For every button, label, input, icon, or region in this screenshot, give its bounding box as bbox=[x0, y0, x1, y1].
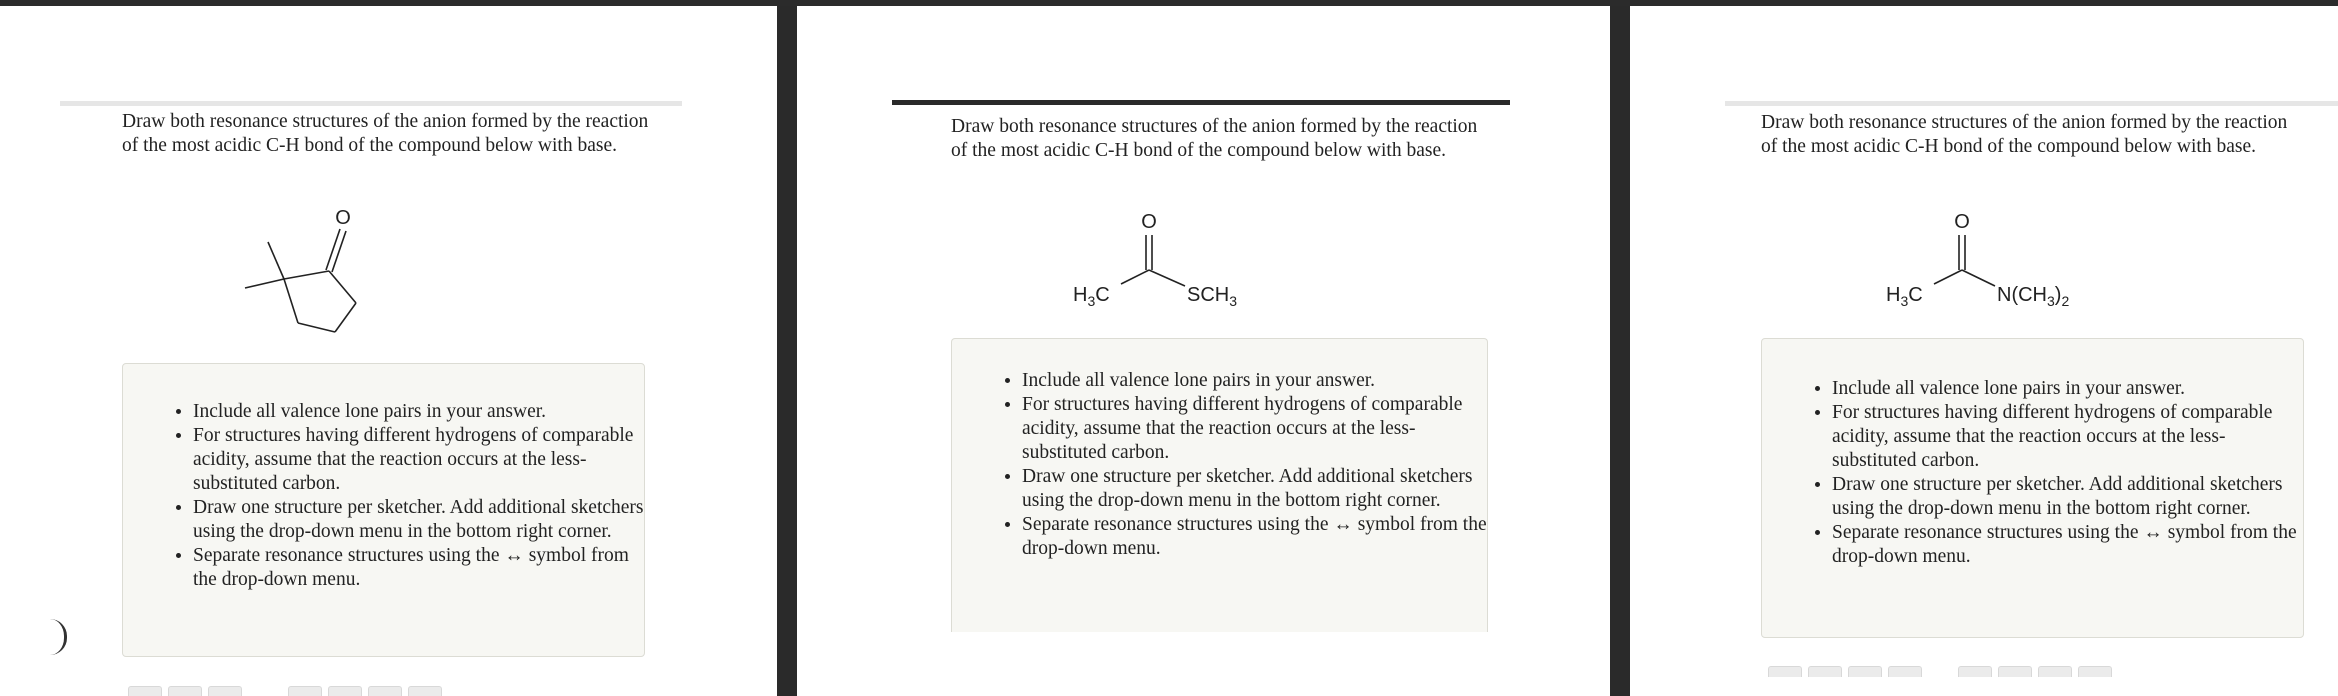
instruction-item: • Separate resonance structures using the ↔ symbol from the drop-down menu. bbox=[1022, 513, 1487, 561]
instruction-item: • Include all valence lone pairs in your answer. bbox=[1832, 377, 2303, 401]
toolbar-button[interactable] bbox=[1768, 666, 1802, 677]
toolbar-button[interactable] bbox=[1998, 666, 2032, 677]
instruction-item: • Separate resonance structures using the ↔ symbol from the drop-down menu. bbox=[193, 544, 644, 592]
panel-top-rule bbox=[1725, 101, 2338, 106]
instruction-item: • Draw one structure per sketcher. Add additional sketchers using the drop-down menu in the bottom right corner. bbox=[1022, 465, 1487, 513]
toolbar-button[interactable] bbox=[1888, 666, 1922, 677]
dimethylamino-label: $N(CH_3)_2$ bbox=[1997, 284, 2070, 309]
sketcher-toolbar[interactable] bbox=[128, 686, 442, 696]
question-panel-1 bbox=[0, 6, 777, 696]
instructions-list bbox=[952, 369, 1487, 561]
panel-top-rule bbox=[60, 101, 682, 106]
instruction-item: • Include all valence lone pairs in your answer. bbox=[1022, 369, 1487, 393]
oxygen-label: O bbox=[335, 207, 351, 229]
instructions-box bbox=[1761, 338, 2304, 638]
toolbar-button[interactable] bbox=[288, 686, 322, 696]
thiomethyl-label: $SCH_3$ bbox=[1187, 284, 1238, 309]
methyl-label: $H_3C$ bbox=[1886, 284, 1923, 309]
question-text: Draw both resonance structures of the anion formed by the reaction of the most acidic C-H bond of the compound below with base. bbox=[951, 116, 1478, 161]
instruction-item: • For structures having different hydrogens of comparable acidity, assume that the reaction occurs at the less-substituted carbon. bbox=[1832, 401, 2303, 473]
collapse-handle[interactable] bbox=[50, 619, 67, 655]
instructions-box bbox=[951, 338, 1488, 632]
instructions-box bbox=[122, 363, 645, 657]
toolbar-button[interactable] bbox=[128, 686, 162, 696]
toolbar-button[interactable] bbox=[1808, 666, 1842, 677]
question-text: Draw both resonance structures of the anion formed by the reaction of the most acidic C-H bond of the compound below with base. bbox=[1761, 112, 2288, 157]
question-panel-2 bbox=[797, 6, 1610, 696]
instruction-item: • Separate resonance structures using the ↔ symbol from the drop-down menu. bbox=[1832, 521, 2303, 569]
toolbar-button[interactable] bbox=[168, 686, 202, 696]
toolbar-button[interactable] bbox=[368, 686, 402, 696]
question-text: Draw both resonance structures of the anion formed by the reaction of the most acidic C-H bond of the compound below with base. bbox=[122, 111, 649, 156]
toolbar-button[interactable] bbox=[328, 686, 362, 696]
molecule-n-n-dimethylacetamide bbox=[1880, 206, 2100, 316]
instruction-item: • Include all valence lone pairs in your answer. bbox=[193, 400, 644, 424]
toolbar-button[interactable] bbox=[1848, 666, 1882, 677]
molecule-s-methyl-thioacetate bbox=[1067, 206, 1267, 316]
sketcher-toolbar[interactable] bbox=[1768, 666, 2112, 676]
molecule-2-2-dimethylcyclopentanone bbox=[240, 202, 370, 342]
panel-top-rule bbox=[892, 100, 1510, 105]
instruction-item: • For structures having different hydrogens of comparable acidity, assume that the reaction occurs at the less-substituted carbon. bbox=[193, 424, 644, 496]
toolbar-button[interactable] bbox=[208, 686, 242, 696]
toolbar-button[interactable] bbox=[2038, 666, 2072, 677]
toolbar-button[interactable] bbox=[1958, 666, 1992, 677]
instruction-item: • For structures having different hydrogens of comparable acidity, assume that the reaction occurs at the less-substituted carbon. bbox=[1022, 393, 1487, 465]
question-panel-3 bbox=[1630, 6, 2338, 696]
instruction-item: • Draw one structure per sketcher. Add additional sketchers using the drop-down menu in the bottom right corner. bbox=[1832, 473, 2303, 521]
instruction-item: • Draw one structure per sketcher. Add additional sketchers using the drop-down menu in the bottom right corner. bbox=[193, 496, 644, 544]
instructions-list bbox=[1762, 377, 2303, 569]
methyl-label: $H_3C$ bbox=[1073, 284, 1110, 309]
toolbar-button[interactable] bbox=[2078, 666, 2112, 677]
toolbar-button[interactable] bbox=[408, 686, 442, 696]
instructions-list bbox=[123, 400, 644, 592]
oxygen-label: O bbox=[1954, 211, 1970, 233]
oxygen-label: O bbox=[1141, 211, 1157, 233]
